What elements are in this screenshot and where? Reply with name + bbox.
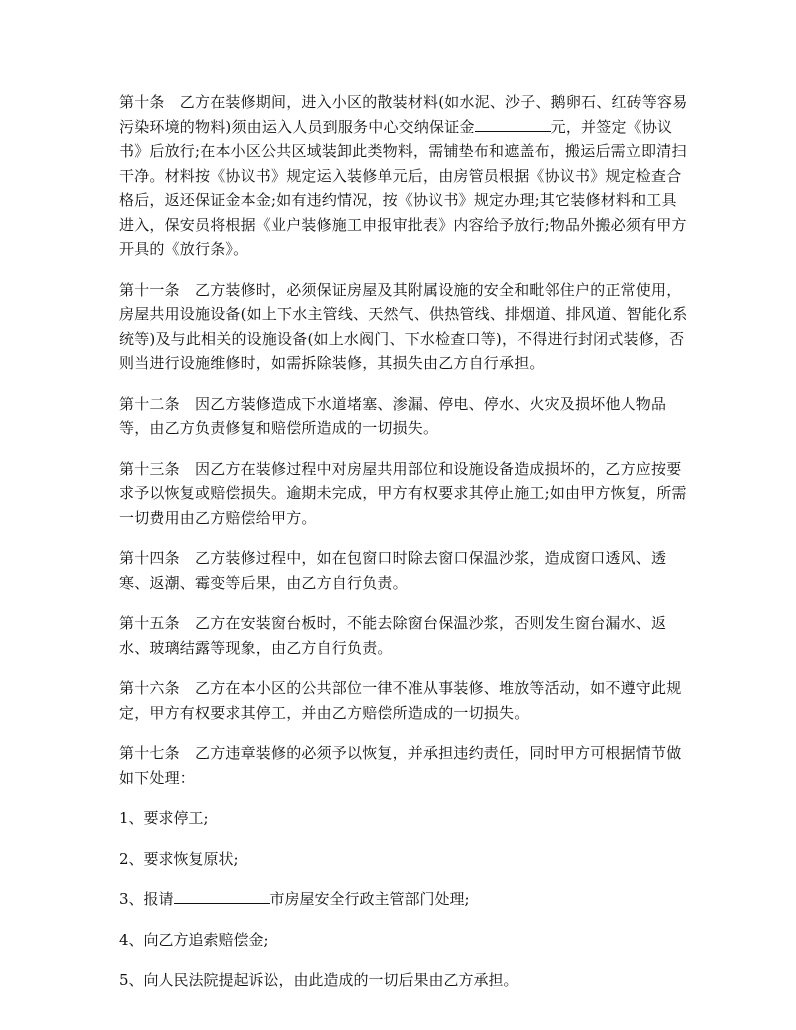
list-item-3	[119, 887, 689, 912]
document-page	[119, 90, 689, 1009]
article-10-part2: 元，并签定《协议书》后放行;在本小区公共区域装卸此类物料，需铺垫布和遮盖布，搬运后需立即清扫干净。材料按《协议书》规定运入装修单元后，由房管员根据《协议书》规定检查合格后，返还保证金本金;如有违约情况，按《协议书》规定办理;其它装修材料和工具进入，保安员将根据《业户装修施工申报审批表》内容给予放行;物品外搬必须有甲方开具的《放行条》。	[119, 117, 687, 258]
list-item-2: 2、要求恢复原状;	[119, 849, 239, 868]
article-10	[119, 90, 689, 262]
article-14: 第十四条 乙方装修过程中，如在包窗口时除去窗口保温沙浆，造成窗口透风、透寒、返潮、霉变等后果，由乙方自行负责。	[119, 549, 667, 592]
article-13: 第十三条 因乙方在装修过程中对房屋共用部位和设施设备造成损坏的，乙方应按要求予以恢复或赔偿损失。逾期未完成，甲方有权要求其停止施工;如由甲方恢复，所需一切费用由乙方赔偿给甲方。	[119, 459, 687, 527]
article-11: 第十一条 乙方装修时，必须保证房屋及其附属设施的安全和毗邻住户的正常使用，房屋共用设施设备(如上下水主管线、天然气、供热管线、排烟道、排风道、智能化系统等)及与此相关的设施设备(如上水阀门、下水检查口等)，不得进行封闭式装修，否则当进行设施维修时，如需拆除装修，其损失由乙方自行承担。	[119, 280, 688, 372]
article-16: 第十六条 乙方在本小区的公共部位一律不准从事装修、堆放等活动，如不遵守此规定，甲方有权要求其停工，并由乙方赔偿所造成的一切损失。	[119, 679, 682, 722]
list-item-1: 1、要求停工;	[119, 809, 209, 827]
article-12: 第十二条 因乙方装修造成下水道堵塞、渗漏、停电、停水、火灾及损坏他人物品等，由乙方负责修复和赔偿所造成的一切损失。	[119, 394, 667, 437]
list-item-3-suffix: 市房屋安全行政主管部门处理;	[269, 890, 470, 908]
list-item-3-prefix: 3、报请	[119, 890, 174, 908]
city-name-blank	[174, 889, 270, 904]
article-10-part1: 第十条 乙方在装修期间，进入小区的散装材料(如水泥、沙子、鹅卵石、红砖等容易污染环境的物料)须由运入人员到服务中心交纳保证金	[119, 93, 688, 136]
article-17: 第十七条 乙方违章装修的必须予以恢复，并承担违约责任，同时甲方可根据情节做如下处理：	[119, 744, 682, 787]
list-item-5: 5、向人民法院提起诉讼，由此造成的一切后果由乙方承担。	[119, 971, 519, 989]
article-15: 第十五条 乙方在安装窗台板时，不能去除窗台保温沙浆，否则发生窗台漏水、返水、玻璃结露等现象，由乙方自行负责。	[119, 614, 667, 657]
list-item-4: 4、向乙方追索赔偿金;	[119, 930, 269, 949]
deposit-amount-blank	[475, 117, 551, 132]
